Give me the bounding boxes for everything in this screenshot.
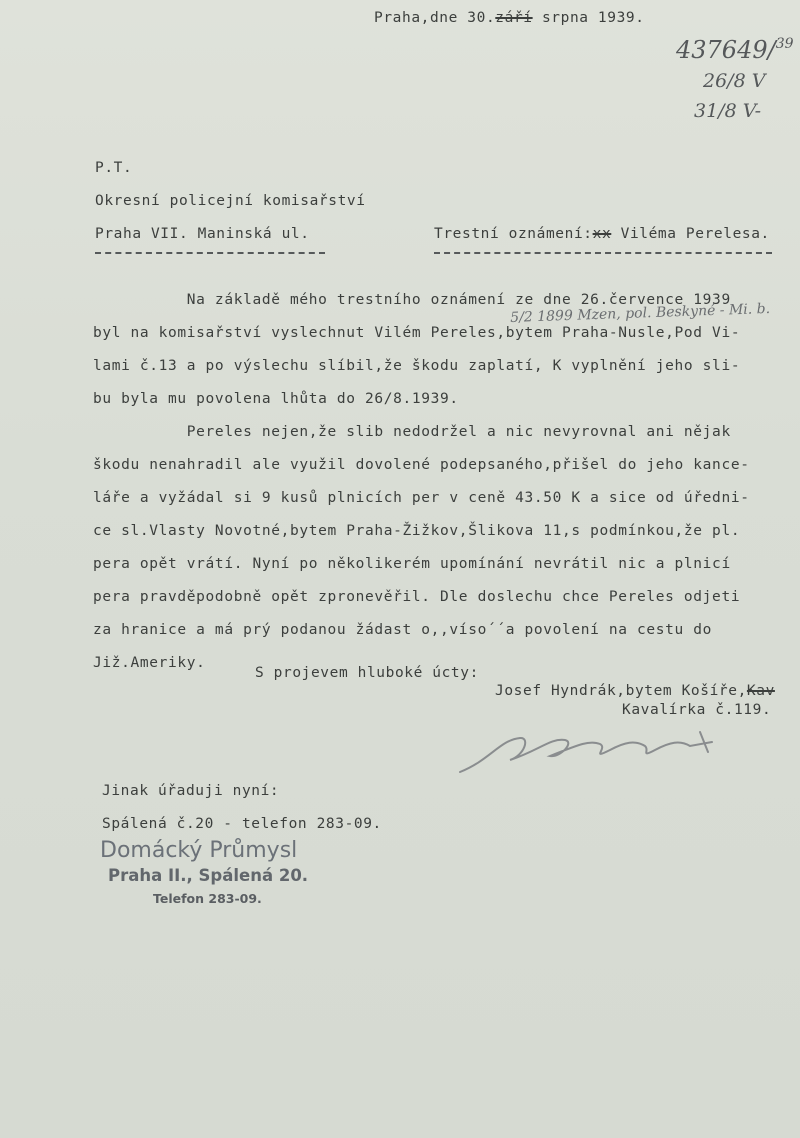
sender-line-1: Josef Hyndrák,bytem Košíře,Kav bbox=[495, 683, 775, 699]
sender-line-2: Kavalírka č.119. bbox=[622, 702, 772, 718]
body-line: byl na komisařství vyslechnut Vilém Pereles,bytem Praha-Nusle,Pod Vi- bbox=[93, 325, 741, 341]
recipient-line-3: Praha VII. Maninská ul. bbox=[95, 226, 310, 242]
signature-scribble bbox=[450, 720, 740, 780]
footer-line-2: Spálená č.20 - telefon 283-09. bbox=[102, 816, 382, 832]
body-line: za hranice a má prý podanou žádast o,,víso´´a povolení na cestu do bbox=[93, 622, 713, 638]
subject-line: Trestní oznámení:xx Viléma Perelesa. bbox=[434, 226, 770, 242]
closing-line: S projevem hluboké úcty: bbox=[255, 665, 479, 681]
body-line: Pereles nejen,že slib nedodržel a nic nevyrovnal ani nějak bbox=[93, 424, 731, 440]
body-line: Již.Ameriky. bbox=[93, 655, 206, 671]
stamp-name: Domácký Průmysl bbox=[100, 838, 298, 863]
signature bbox=[450, 720, 740, 780]
body-line: bu byla mu povolena lhůta do 26/8.1939. bbox=[93, 391, 459, 407]
handwritten-ref-number: 437649/$^{39}$ bbox=[676, 36, 794, 64]
handwritten-note-2: 31/8 V- bbox=[694, 100, 762, 122]
body-line: pera pravděpodobně opět zpronevěřil. Dle doslechu chce Pereles odjeti bbox=[93, 589, 741, 605]
recipient-line-1: P.T. bbox=[95, 160, 133, 176]
body-line: ce sl.Vlasty Novotné,bytem Praha-Žižkov,Šlikova 11,s podmínkou,že pl. bbox=[93, 523, 741, 539]
body-line: Na základě mého trestního oznámení ze dne 26.července 1939 bbox=[93, 292, 731, 308]
stamp-address: Praha II., Spálená 20. bbox=[108, 866, 309, 885]
handwritten-note-1: 26/8 V bbox=[703, 70, 766, 92]
subject-underline bbox=[434, 252, 772, 254]
recipient-line-2: Okresní policejní komisařství bbox=[95, 193, 366, 209]
stamp-phone: Telefon 283-09. bbox=[153, 891, 262, 906]
date-line: Praha,dne 30.září srpna 1939. bbox=[374, 10, 645, 26]
struck-month: září bbox=[495, 10, 533, 26]
body-line: škodu nenahradil ale využil dovolené podepsaného,přišel do jeho kance- bbox=[93, 457, 750, 473]
footer-line-1: Jinak úřaduji nyní: bbox=[102, 783, 280, 799]
handwritten-margin-note: 5/2 1899 Mzen, pol. Beskyné - Mi. b. bbox=[510, 300, 771, 326]
recipient-underline bbox=[95, 252, 325, 254]
body-line: lami č.13 a po výslechu slíbil,že škodu zaplatí, K vyplnění jeho sli- bbox=[93, 358, 741, 374]
body-line: pera opět vrátí. Nyní po několikerém upomínání nevrátil nic a plnicí bbox=[93, 556, 731, 572]
body-line: láře a vyžádal si 9 kusů plnicích per v ceně 43.50 K a sice od úředni- bbox=[93, 490, 750, 506]
